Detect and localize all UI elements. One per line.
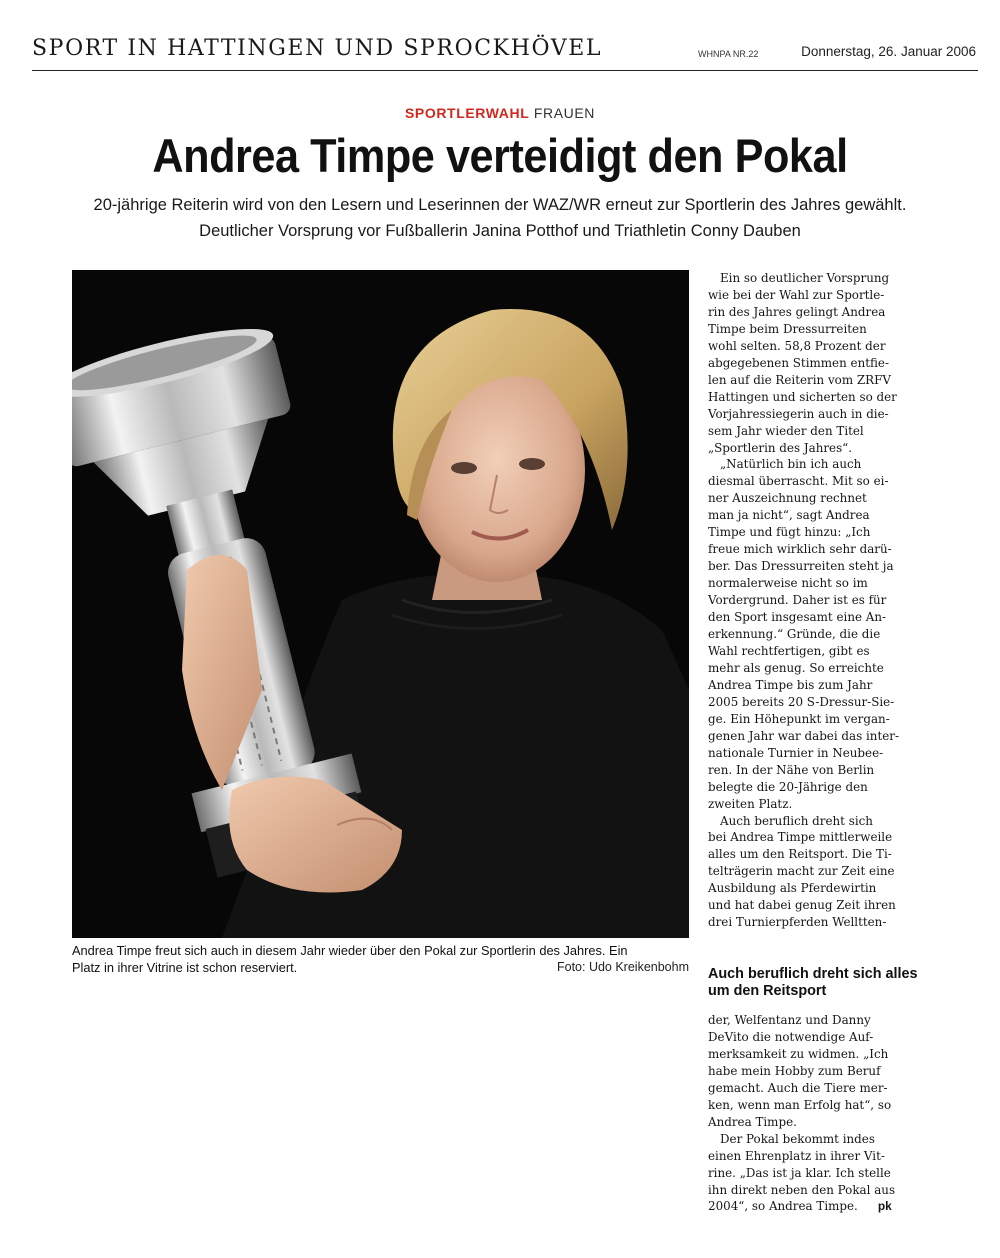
kicker-subcategory: FRAUEN (533, 105, 596, 121)
body-line: ner Auszeichnung rechnet (708, 491, 867, 506)
caption-line: Platz in ihrer Vitrine ist schon reserviert. (72, 960, 298, 975)
caption-line: Andrea Timpe freut sich auch in diesem Jahr wieder über den Pokal zur Sportlerin des Jahres. Ein (72, 943, 628, 958)
subhead-line: Deutlicher Vorsprung vor Fußballerin Janina Potthof und Triathletin Conny Dauben (199, 222, 801, 240)
body-line: telträgerin macht zur Zeit eine (708, 864, 895, 879)
body-line: Timpe beim Dressurreiten (708, 321, 867, 336)
body-line: len auf die Reiterin vom ZRFV (708, 372, 891, 387)
kicker-category: SPORTLERWAHL (404, 105, 530, 121)
body-line: merksamkeit zu widmen. „Ich (708, 1046, 889, 1061)
kicker (0, 105, 1000, 121)
body-line: nationale Turnier in Neubee- (708, 745, 884, 760)
body-line: Ein so deutlicher Vorsprung (720, 271, 890, 285)
body-column-bottom (708, 1012, 918, 1215)
body-line: rine. „Das ist ja klar. Ich stelle (708, 1165, 891, 1180)
body-line: man ja nicht“, sagt Andrea (708, 508, 870, 523)
body-line: Auch beruflich dreht sich (720, 813, 873, 828)
page-code: WHNPA NR.22 (698, 49, 759, 59)
body-column-top (708, 270, 918, 931)
photo-caption (72, 942, 689, 976)
body-line: drei Turnierpferden Welltten- (708, 915, 887, 930)
body-line: abgegebenen Stimmen entfie- (708, 355, 889, 370)
body-line: Vordergrund. Daher ist es für (708, 593, 887, 608)
body-line: 2004“, so Andrea Timpe. (708, 1199, 858, 1214)
body-line: gemacht. Auch die Tiere mer- (708, 1080, 888, 1095)
body-line: habe mein Hobby zum Beruf (708, 1063, 881, 1078)
masthead (32, 30, 978, 71)
subhead-line: 20-jährige Reiterin wird von den Lesern und Leserinnen der WAZ/WR erneut zur Sportlerin des Jahres gewählt. (93, 196, 907, 214)
body-line: „Sportlerin des Jahres“. (708, 440, 853, 455)
body-line: Andrea Timpe bis zum Jahr (708, 677, 873, 692)
body-line: rin des Jahres gelingt Andrea (708, 304, 886, 319)
body-line: ge. Ein Höhepunkt im vergan- (708, 711, 890, 726)
section-title: SPORT IN HATTINGEN UND SPROCKHÖVEL (32, 36, 603, 61)
body-line: Vorjahressiegerin auch in die- (708, 406, 889, 421)
body-line: ber. Das Dressurreiten steht ja (708, 559, 894, 574)
body-line: belegte die 20-Jährige den (708, 779, 868, 794)
body-line: mehr als genug. So erreichte (708, 660, 884, 675)
body-line: Ausbildung als Pferdewirtin (708, 881, 877, 896)
photo-credit: Foto: Udo Kreikenbohm (556, 960, 689, 974)
body-line: erkennung.“ Gründe, die die (708, 627, 881, 642)
body-line: Hattingen und sicherten so der (708, 389, 897, 404)
body-line: freue mich wirklich sehr darü- (708, 542, 892, 557)
headline: Andrea Timpe verteidigt den Pokal (152, 129, 848, 182)
body-line: und hat dabei genug Zeit ihren (708, 898, 896, 913)
body-line: Wahl rechtfertigen, gibt es (708, 643, 870, 658)
body-line: bei Andrea Timpe mittlerweile (708, 830, 893, 845)
body-line: Andrea Timpe. (708, 1114, 797, 1129)
body-line: zweiten Platz. (708, 796, 793, 811)
body-line: „Natürlich bin ich auch (720, 457, 862, 472)
body-line: diesmal überrascht. Mit so ei- (708, 474, 889, 489)
body-line: Timpe und fügt hinzu: „Ich (708, 525, 871, 540)
body-line: alles um den Reitsport. Die Ti- (708, 847, 892, 862)
photo-illustration (72, 270, 689, 938)
dateline: Donnerstag, 26. Januar 2006 (801, 44, 976, 59)
body-line-last (708, 1198, 918, 1215)
body-line: der, Welfentanz und Danny (708, 1013, 871, 1027)
body-line: ihn direkt neben den Pokal aus (708, 1182, 896, 1197)
subheading: Auch beruflich dreht sich alles um den Reitsport (708, 966, 918, 999)
body-line: Der Pokal bekommt indes (720, 1131, 875, 1146)
body-line: normalerweise nicht so im (708, 576, 868, 591)
body-line: ren. In der Nähe von Berlin (708, 762, 875, 777)
body-line: sem Jahr wieder den Titel (708, 423, 864, 438)
body-line: genen Jahr war dabei das inter- (708, 728, 899, 743)
body-line: 2005 bereits 20 S-Dressur-Sie- (708, 694, 895, 709)
body-line: wohl selten. 58,8 Prozent der (708, 338, 886, 353)
body-line: wie bei der Wahl zur Sportle- (708, 287, 885, 302)
body-line: einen Ehrenplatz in ihrer Vit- (708, 1148, 885, 1163)
article-photo (72, 270, 689, 938)
body-line: DeVito die notwendige Auf- (708, 1029, 874, 1044)
body-line: ken, wenn man Erfolg hat“, so (708, 1097, 892, 1112)
author-signature: pk (877, 1199, 892, 1214)
body-line: den Sport insgesamt eine An- (708, 610, 887, 625)
